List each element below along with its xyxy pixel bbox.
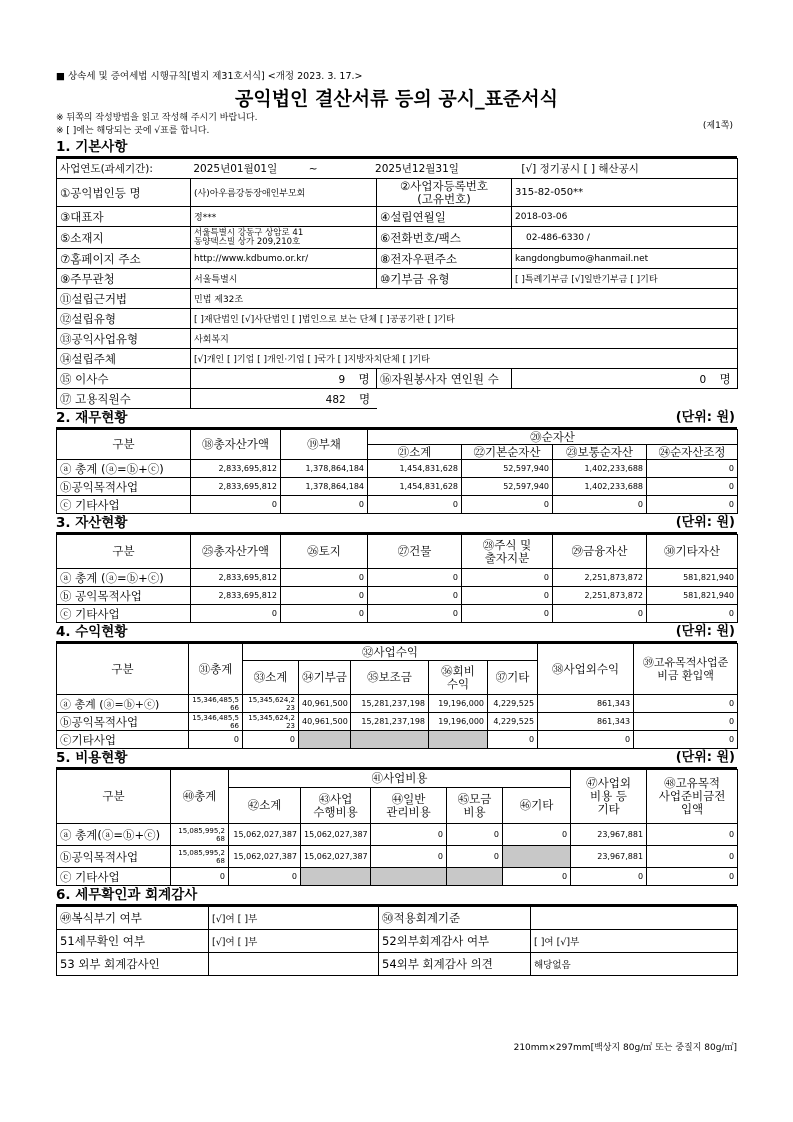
table-row bbox=[57, 953, 738, 976]
email-value: kangdongbumo@hanmail.net bbox=[512, 249, 738, 269]
revenue-header-gubun: 구분 bbox=[57, 644, 189, 695]
revenue-header-reserve: ㊴고유목적사업준 비금 환입액 bbox=[634, 644, 738, 695]
representative-value: 정*** bbox=[191, 207, 377, 227]
form-page bbox=[56, 70, 737, 1053]
tax-check-value: [√]여 [ ]부 bbox=[209, 930, 379, 953]
table-row: ⓒ 기타사업 0 0 0 0 0 0 bbox=[57, 605, 738, 623]
assets-header-other: ㉚기타자산 bbox=[647, 535, 738, 569]
revenue-table bbox=[56, 643, 738, 749]
table-row bbox=[57, 907, 738, 930]
section-revenue-title: 4. 수익현황 (단위: 원) bbox=[56, 623, 737, 643]
auditor-value bbox=[209, 953, 379, 976]
assets-header-stock: ㉘주식 및 출자지분 bbox=[462, 535, 553, 569]
revenue-header-total: ㉛총계 bbox=[189, 644, 243, 695]
expense-header-gubun: 구분 bbox=[57, 770, 171, 824]
note-2: ※ [ ]에는 해당되는 곳에 √표를 합니다. bbox=[56, 126, 210, 136]
table-row: ⓐ 총계(ⓐ=ⓑ+ⓒ) 15,085,995,2 68 15,062,027,387 15,062,027,387 0 0 0 23,967,881 0 bbox=[57, 824, 738, 846]
external-audit-value: [ ]여 [√]부 bbox=[531, 930, 738, 953]
form-reference: ■ 상속세 및 증여세법 시행규칙[별지 제31호서식] <개정 2023. 3. 17.> bbox=[56, 71, 363, 82]
auditor-label: 53 외부 회계감사인 bbox=[57, 953, 209, 976]
address-label: ⑤소재지 bbox=[57, 227, 191, 249]
expense-header-subtotal: ㊷소계 bbox=[229, 788, 301, 824]
public-biz-type-label: ⑬공익사업유형 bbox=[57, 329, 191, 349]
expense-header-exec: ㊸사업 수행비용 bbox=[301, 788, 371, 824]
table-row: ⓑ공익목적사업 2,833,695,812 1,378,864,184 1,454,831,628 52,597,940 1,402,233,688 0 bbox=[57, 478, 738, 496]
legal-basis-value: 민법 제32조 bbox=[191, 289, 738, 309]
disabled-cell bbox=[447, 868, 503, 886]
paper-spec: 210mm×297mm[백상지 80g/㎡ 또는 중질지 80g/㎡] bbox=[513, 1043, 737, 1053]
document-title: 공익법인 결산서류 등의 공시_표준서식 bbox=[234, 88, 558, 110]
expense-header-fund: ㊺모금 비용 bbox=[447, 788, 503, 824]
expense-table bbox=[56, 769, 738, 886]
assets-header-land: ㉖토지 bbox=[281, 535, 368, 569]
revenue-header-donation: ㉞기부금 bbox=[299, 661, 351, 695]
disabled-cell bbox=[299, 731, 351, 749]
founder-value: [√]개인 [ ]기업 [ ]개인·기업 [ ]국가 [ ]지방자치단체 [ ]기타 bbox=[191, 349, 738, 369]
expense-header-admin: ㊹일반 관리비용 bbox=[371, 788, 447, 824]
founded-value: 2018-03-06 bbox=[512, 207, 738, 227]
assets-header-gubun: 구분 bbox=[57, 535, 191, 569]
expense-header-nonbiz: ㊼사업외 비용 등 기타 bbox=[571, 770, 647, 824]
disabled-cell bbox=[503, 846, 571, 868]
disclosure-type: [√] 정기공시 [ ] 해산공시 bbox=[521, 163, 639, 175]
homepage-label: ⑦홈페이지 주소 bbox=[57, 249, 191, 269]
representative-label: ③대표자 bbox=[57, 207, 191, 227]
basic-info-table bbox=[56, 158, 738, 409]
homepage-value: http://www.kdbumo.or.kr/ bbox=[191, 249, 377, 269]
revenue-header-fee: ㊱회비 수익 bbox=[429, 661, 488, 695]
donation-type-label: ⑩기부금 유형 bbox=[377, 269, 512, 289]
biz-reg-no-label: ②사업자등록번호 (고유번호) bbox=[377, 179, 512, 207]
bookkeeping-label: ㊾복식부기 여부 bbox=[57, 907, 209, 930]
revenue-header-nonbiz: ㊳사업외수익 bbox=[538, 644, 634, 695]
legal-basis-label: ⑪설립근거법 bbox=[57, 289, 191, 309]
table-row: ⓐ 총계 (ⓐ=ⓑ+ⓒ) 15,346,485,5 66 15,345,624,2 23 40,961,500 15,281,237,198 19,196,000 4,229,525 861,343 0 bbox=[57, 695, 738, 713]
disabled-cell bbox=[429, 731, 488, 749]
expense-header-reserve: ㊽고유목적 사업준비금전 입액 bbox=[647, 770, 738, 824]
finance-header-adjust: ㉔순자산조정 bbox=[647, 445, 738, 460]
table-row: ⓐ 총계 (ⓐ=ⓑ+ⓒ) 2,833,695,812 1,378,864,184 1,454,831,628 52,597,940 1,402,233,688 0 bbox=[57, 460, 738, 478]
finance-header-gubun: 구분 bbox=[57, 430, 191, 460]
accounting-standard-value bbox=[531, 907, 738, 930]
email-label: ⑧전자우편주소 bbox=[377, 249, 512, 269]
address-value: 서울특별시 강동구 상암로 41 동양덱스빌 상가 209,210호 bbox=[191, 227, 377, 249]
tax-audit-table bbox=[56, 906, 738, 976]
accounting-standard-label: ㊿적용회계기준 bbox=[379, 907, 531, 930]
section-tax-title: 6. 세무확인과 회계감사 bbox=[56, 886, 737, 906]
est-type-value: [ ]재단법인 [√]사단법인 [ ]법인으로 보는 단체 [ ]공공기관 [ ]기타 bbox=[191, 309, 738, 329]
phone-label: ⑥전화번호/팩스 bbox=[377, 227, 512, 249]
expense-header-other: ㊻기타 bbox=[503, 788, 571, 824]
bookkeeping-value: [√]여 [ ]부 bbox=[209, 907, 379, 930]
org-name-label: ①공익법인등 명 bbox=[57, 179, 191, 207]
biz-reg-no-value: 315-82-050** bbox=[512, 179, 738, 207]
finance-header-subtotal: ㉑소계 bbox=[368, 445, 462, 460]
finance-header-net-assets: ⑳순자산 bbox=[368, 430, 738, 445]
assets-header-building: ㉗건물 bbox=[368, 535, 462, 569]
finance-table bbox=[56, 429, 738, 514]
period-row: 사업연도(과세기간): 2025년01월01일 ~ 2025년12월31일 [√] 정기공시 [ ] 해산공시 bbox=[57, 159, 738, 179]
assets-table bbox=[56, 534, 738, 623]
external-audit-label: 52외부회계감사 여부 bbox=[379, 930, 531, 953]
volunteers-value: 0 명 bbox=[512, 369, 738, 389]
disabled-cell bbox=[371, 868, 447, 886]
note-1: ※ 뒤쪽의 작성방법을 읽고 작성해 주시기 바랍니다. bbox=[56, 113, 258, 123]
phone-value: 02-486-6330 / bbox=[512, 227, 738, 249]
tax-check-label: 51세무확인 여부 bbox=[57, 930, 209, 953]
section-basic-title: 1. 기본사항 bbox=[56, 138, 737, 158]
table-row: ⓒ 기타사업 0 0 0 0 0 bbox=[57, 868, 738, 886]
table-row: ⓑ 공익목적사업 2,833,695,812 0 0 0 2,251,873,872 581,821,940 bbox=[57, 587, 738, 605]
audit-opinion-label: 54외부 회계감사 의견 bbox=[379, 953, 531, 976]
section-finance-title: 2. 재무현황 (단위: 원) bbox=[56, 409, 737, 429]
table-row: ⓒ 기타사업 0 0 0 0 0 0 bbox=[57, 496, 738, 514]
assets-header-financial: ㉙금융자산 bbox=[553, 535, 647, 569]
assets-header-total: ㉕총자산가액 bbox=[191, 535, 281, 569]
finance-header-basic-net: ㉒기본순자산 bbox=[462, 445, 553, 460]
disabled-cell bbox=[351, 731, 429, 749]
authority-label: ⑨주무관청 bbox=[57, 269, 191, 289]
instructions bbox=[56, 112, 737, 138]
table-row: ⓑ공익목적사업 15,085,995,2 68 15,062,027,387 15,062,027,387 0 0 23,967,881 0 bbox=[57, 846, 738, 868]
table-row: ⓑ공익목적사업 15,346,485,5 66 15,345,624,2 23 40,961,500 15,281,237,198 19,196,000 4,229,525 861,343 0 bbox=[57, 713, 738, 731]
expense-header-total: ㊵총계 bbox=[171, 770, 229, 824]
finance-header-normal-net: ㉓보통순자산 bbox=[553, 445, 647, 460]
employees-label: ⑰ 고용직원수 bbox=[57, 389, 191, 409]
volunteers-label: ⑯자원봉사자 연인원 수 bbox=[377, 369, 512, 389]
table-row bbox=[57, 930, 738, 953]
page-number: (제1쪽) bbox=[702, 121, 733, 131]
revenue-header-other: ㊲기타 bbox=[488, 661, 538, 695]
revenue-header-business: ㉜사업수익 bbox=[243, 644, 538, 661]
founded-label: ④설립연월일 bbox=[377, 207, 512, 227]
authority-value: 서울특별시 bbox=[191, 269, 377, 289]
directors-label: ⑮ 이사수 bbox=[57, 369, 191, 389]
finance-header-liabilities: ⑲부채 bbox=[281, 430, 368, 460]
section-assets-title: 3. 자산현황 (단위: 원) bbox=[56, 514, 737, 534]
founder-label: ⑭설립주체 bbox=[57, 349, 191, 369]
revenue-header-subtotal: ㉝소계 bbox=[243, 661, 299, 695]
table-row: ⓐ 총계 (ⓐ=ⓑ+ⓒ) 2,833,695,812 0 0 0 2,251,873,872 581,821,940 bbox=[57, 569, 738, 587]
employees-value: 482 명 bbox=[191, 389, 377, 409]
audit-opinion-value: 해당없음 bbox=[531, 953, 738, 976]
disabled-cell bbox=[301, 868, 371, 886]
est-type-label: ⑫설립유형 bbox=[57, 309, 191, 329]
table-row: ⓒ기타사업 0 0 0 0 0 bbox=[57, 731, 738, 749]
org-name-value: (사)아우름강동장애인부모회 bbox=[191, 179, 377, 207]
donation-type-value: [ ]특례기부금 [√]일반기부금 [ ]기타 bbox=[512, 269, 738, 289]
finance-header-total-assets: ⑱총자산가액 bbox=[191, 430, 281, 460]
revenue-header-subsidy: ㉟보조금 bbox=[351, 661, 429, 695]
expense-header-business: ㊶사업비용 bbox=[229, 770, 571, 788]
public-biz-type-value: 사회복지 bbox=[191, 329, 738, 349]
section-expense-title: 5. 비용현황 (단위: 원) bbox=[56, 749, 737, 769]
directors-value: 9 명 bbox=[191, 369, 377, 389]
